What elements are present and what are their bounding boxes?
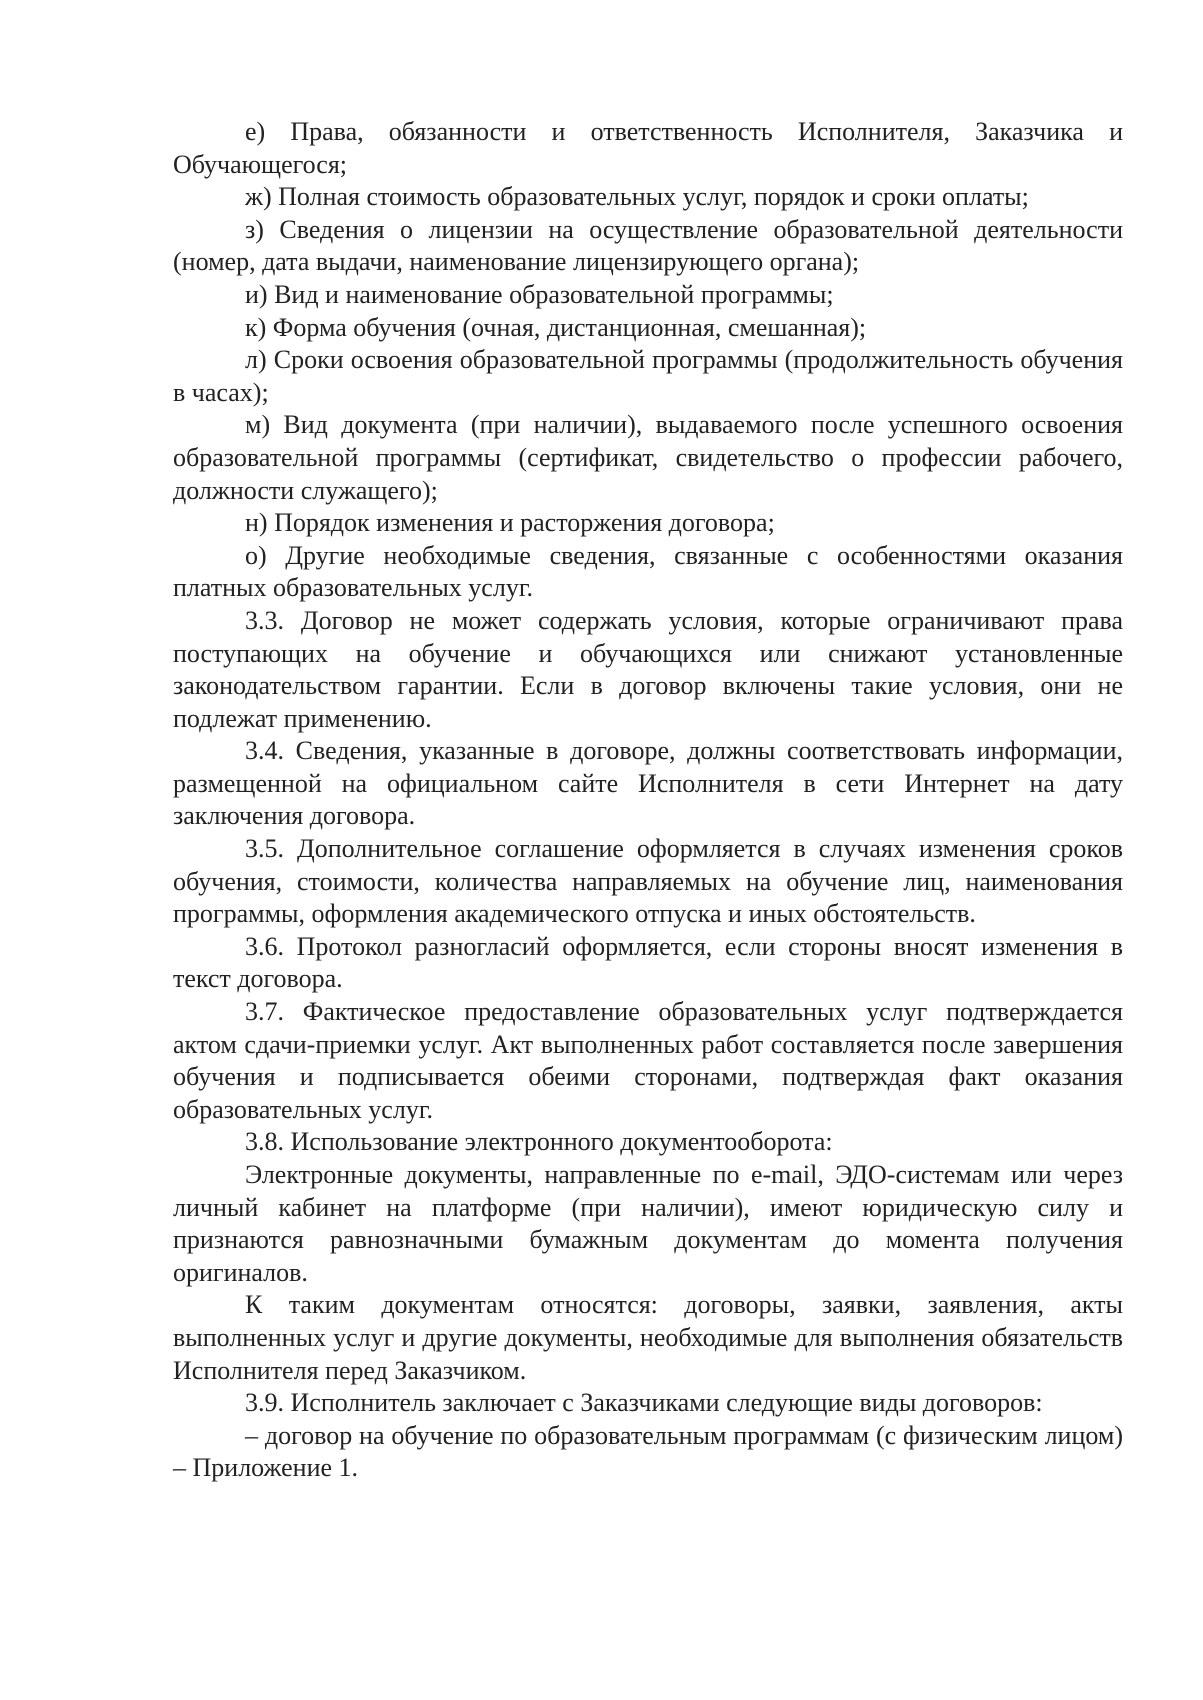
document-body [173, 116, 1123, 1485]
paragraph-contract-type-1: – договор на обучение по образовательным программам (с физическим лицом) – Приложение 1. [173, 1420, 1123, 1483]
paragraph-item-l: л) Сроки освоения образовательной программы (продолжительность обучения в часах); [173, 345, 1123, 407]
paragraph-clause-3-6: 3.6. Протокол разногласий оформляется, если стороны вносят изменения в текст договора. [173, 931, 1123, 994]
paragraph-clause-3-4: 3.4. Сведения, указанные в договоре, должны соответствовать информации, размещенной на официальном сайте Исполнителя в сети Интернет на дату заключения договора. [173, 736, 1123, 831]
paragraph-item-e: е) Права, обязанности и ответственность Исполнителя, Заказчика и Обучающегося; [173, 117, 1123, 179]
paragraph-document-types: К таким документам относятся: договоры, заявки, заявления, акты выполненных услуг и другие документы, необходимые для выполнения обязательств Исполнителя перед Заказчиком. [173, 1290, 1123, 1385]
paragraph-clause-3-7: 3.7. Фактическое предоставление образовательных услуг подтверждается актом сдачи-приемки услуг. Акт выполненных работ составляется после завершения обучения и подписывается обеими сторонами, подтверждая факт оказания образовательных услуг. [173, 997, 1123, 1124]
paragraph-item-z: з) Сведения о лицензии на осуществление образовательной деятельности (номер, дата выдачи, наименование лицензирующего органа); [173, 214, 1123, 277]
paragraph-item-o: о) Другие необходимые сведения, связанные с особенностями оказания платных образовательных услуг. [173, 540, 1123, 603]
paragraph-clause-3-3: 3.3. Договор не может содержать условия, которые ограничивают права поступающих на обучение и обучающихся или снижают установленные законодательством гарантии. Если в договор включены такие условия, они не подлежат применению. [173, 605, 1123, 733]
paragraph-clause-3-9: 3.9. Исполнитель заключает с Заказчиками следующие виды договоров: [245, 1388, 1043, 1418]
paragraph-electronic-documents: Электронные документы, направленные по e-mail, ЭДО-системам или через личный кабинет на платформе (при наличии), имеют юридическую силу и признаются равнозначными бумажным документам до момента получения оригиналов. [173, 1160, 1123, 1287]
paragraph-item-zh: ж) Полная стоимость образовательных услуг, порядок и сроки оплаты; [245, 182, 1029, 212]
paragraph-item-i: и) Вид и наименование образовательной программы; [245, 279, 834, 309]
paragraph-clause-3-5: 3.5. Дополнительное соглашение оформляется в случаях изменения сроков обучения, стоимости, количества направляемых на обучение лиц, наименования программы, оформления академического отпуска и иных обстоятельств. [173, 834, 1123, 929]
paragraph-item-k: к) Форма обучения (очная, дистанционная, смешанная); [245, 312, 867, 342]
paragraph-clause-3-8: 3.8. Использование электронного документооборота: [245, 1127, 833, 1157]
paragraph-item-n: н) Порядок изменения и расторжения договора; [245, 508, 775, 538]
paragraph-item-m: м) Вид документа (при наличии), выдаваемого после успешного освоения образовательной программы (сертификат, свидетельство о профессии рабочего, должности служащего); [173, 410, 1123, 505]
